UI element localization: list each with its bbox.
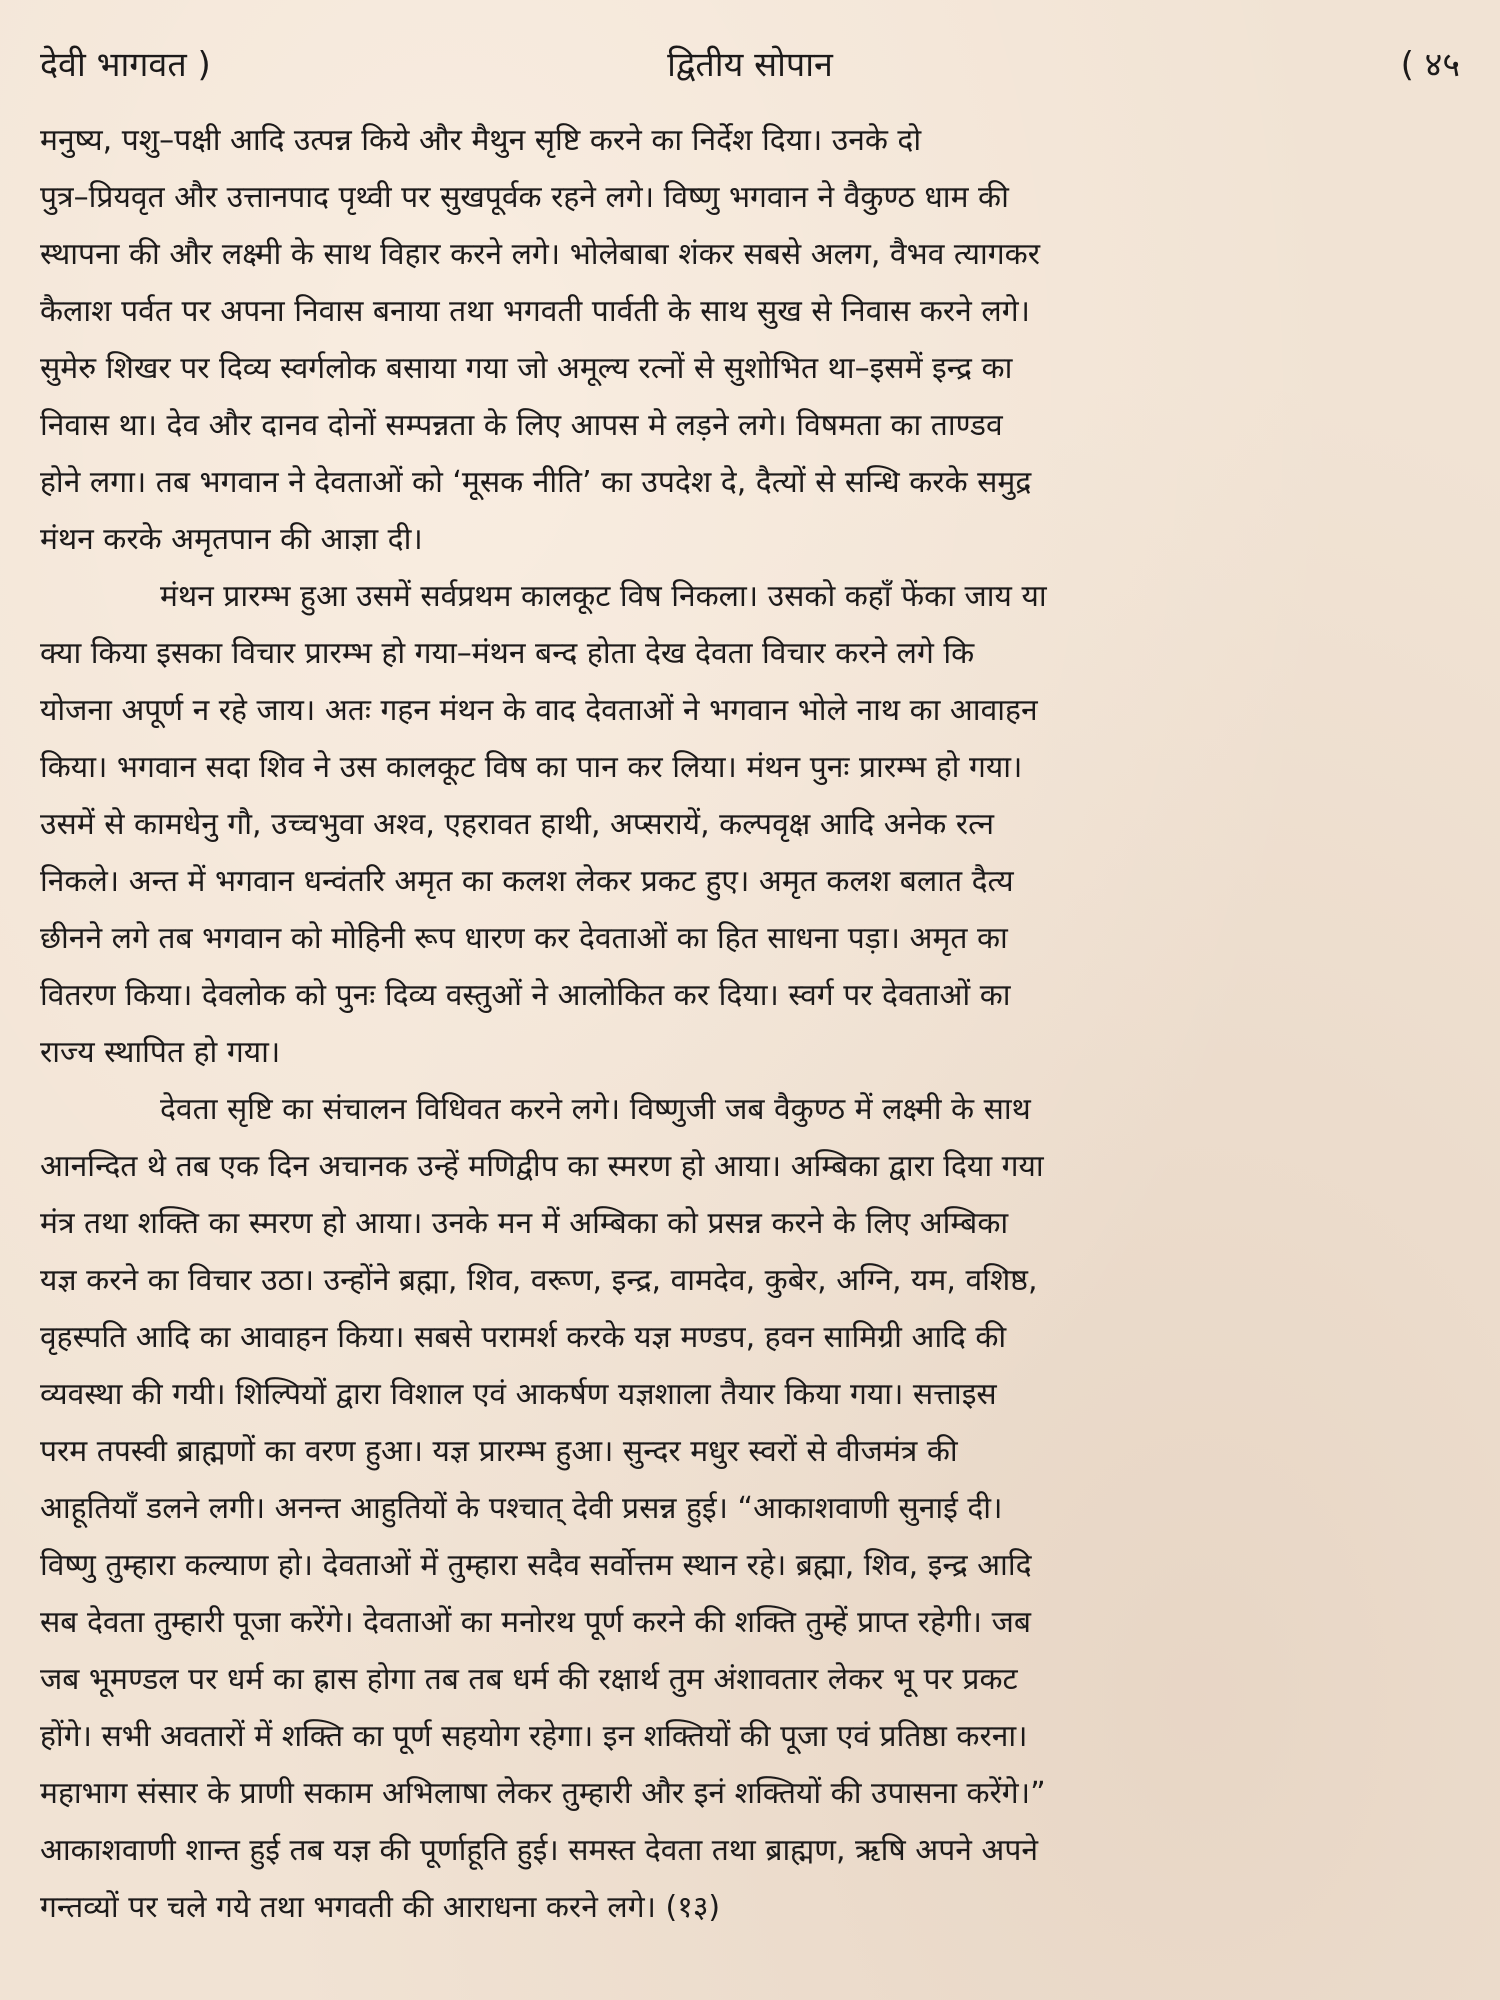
text-line: सुमेरु शिखर पर दिव्य स्वर्गलोक बसाया गया जो अमूल्य रत्नों से सुशोभित था–इसमें इन्द्र का [40, 351, 1013, 386]
text-line: स्थापना की और लक्ष्मी के साथ विहार करने लगे। भोलेबाबा शंकर सबसे अलग, वैभव त्यागकर [40, 237, 1040, 272]
text-line: राज्य स्थापित हो गया। [40, 1035, 281, 1070]
text-line: व्यवस्था की गयी। शिल्पियों द्वारा विशाल एवं आकर्षण यज्ञशाला तैयार किया गया। सत्ताइस [40, 1377, 997, 1412]
text-line: मंथन करके अमृतपान की आज्ञा दी। [40, 522, 423, 557]
text-line: सब देवता तुम्हारी पूजा करेंगे। देवताओं का मनोरथ पूर्ण करने की शक्ति तुम्हें प्राप्त रहेगी। जब [40, 1605, 1031, 1640]
text-line: किया। भगवान सदा शिव ने उस कालकूट विष का पान कर लिया। मंथन पुनः प्रारम्भ हो गया। [40, 750, 1023, 785]
text-line: महाभाग संसार के प्राणी सकाम अभिलाषा लेकर तुम्हारी और इनं शक्तियों की उपासना करेंगे।” [40, 1776, 1046, 1811]
paragraph-2 [40, 568, 1458, 1081]
text-line: होने लगा। तब भगवान ने देवताओं को ‘मूसक नीति’ का उपदेश दे, दैत्यों से सन्धि करके समुद्र [40, 465, 1032, 500]
text-line: योजना अपूर्ण न रहे जाय। अतः गहन मंथन के वाद देवताओं ने भगवान भोले नाथ का आवाहन [40, 693, 1038, 728]
text-line: पुत्र–प्रियवृत और उत्तानपाद पृथ्वी पर सुखपूर्वक रहने लगे। विष्णु भगवान ने वैकुण्ठ धाम की [40, 180, 1009, 215]
page-number: ( ४५ [1400, 45, 1460, 85]
chapter-title: द्वितीय सोपान [667, 45, 833, 85]
paragraph-1 [40, 112, 1458, 568]
body-text [40, 112, 1458, 1936]
text-line: मंत्र तथा शक्ति का स्मरण हो आया। उनके मन में अम्बिका को प्रसन्न करने के लिए अम्बिका [40, 1206, 1009, 1241]
text-line: आहूतियाँ डलने लगी। अनन्त आहुतियों के पश्चात् देवी प्रसन्न हुई। “आकाशवाणी सुनाई दी। [40, 1491, 1003, 1526]
text-line: छीनने लगे तब भगवान को मोहिनी रूप धारण कर देवताओं का हित साधना पड़ा। अमृत का [40, 921, 1008, 956]
text-line: मनुष्य, पशु–पक्षी आदि उत्पन्न किये और मैथुन सृष्टि करने का निर्देश दिया। उनके दो [40, 123, 922, 158]
text-line: होंगे। सभी अवतारों में शक्ति का पूर्ण सहयोग रहेगा। इन शक्तियों की पूजा एवं प्रतिष्ठा करना। [40, 1719, 1028, 1754]
text-line: विष्णु तुम्हारा कल्याण हो। देवताओं में तुम्हारा सदैव सर्वोत्तम स्थान रहे। ब्रह्मा, शिव, इन्द्र आदि [40, 1548, 1032, 1583]
text-line: कैलाश पर्वत पर अपना निवास बनाया तथा भगवती पार्वती के साथ सुख से निवास करने लगे। [40, 294, 1030, 329]
text-line: आकाशवाणी शान्त हुई तब यज्ञ की पूर्णाहूति हुई। समस्त देवता तथा ब्राह्मण, ऋषि अपने अपने [40, 1833, 1039, 1868]
text-line: यज्ञ करने का विचार उठा। उन्होंने ब्रह्मा, शिव, वरूण, इन्द्र, वामदेव, कुबेर, अग्नि, यम, वशिष्ठ, [40, 1263, 1038, 1298]
text-line: जब भूमण्डल पर धर्म का ह्रास होगा तब तब धर्म की रक्षार्थ तुम अंशावतार लेकर भू पर प्रकट [40, 1662, 1018, 1697]
text-line: आनन्दित थे तब एक दिन अचानक उन्हें मणिद्वीप का स्मरण हो आया। अम्बिका द्वारा दिया गया [40, 1149, 1044, 1184]
text-line: गन्तव्यों पर चले गये तथा भगवती की आराधना करने लगे। (१३) [40, 1890, 721, 1925]
paragraph-3 [40, 1081, 1458, 1936]
text-line: वितरण किया। देवलोक को पुनः दिव्य वस्तुओं ने आलोकित कर दिया। स्वर्ग पर देवताओं का [40, 978, 1011, 1013]
text-line: वृहस्पति आदि का आवाहन किया। सबसे परामर्श करके यज्ञ मण्डप, हवन सामिग्री आदि की [40, 1320, 1007, 1355]
text-line: निकले। अन्त में भगवान धन्वंतरि अमृत का कलश लेकर प्रकट हुए। अमृत कलश बलात दैत्य [40, 864, 1014, 899]
text-line: परम तपस्वी ब्राह्मणों का वरण हुआ। यज्ञ प्रारम्भ हुआ। सुन्दर मधुर स्वरों से वीजमंत्र की [40, 1434, 958, 1469]
book-title: देवी भागवत ) [40, 45, 211, 85]
text-line: उसमें से कामधेनु गौ, उच्चभुवा अश्व, एहरावत हाथी, अप्सरायें, कल्पवृक्ष आदि अनेक रत्न [40, 807, 994, 842]
page-header [40, 40, 1460, 96]
text-line: निवास था। देव और दानव दोनों सम्पन्नता के लिए आपस मे लड़ने लगे। विषमता का ताण्डव [40, 408, 1003, 443]
text-line: क्या किया इसका विचार प्रारम्भ हो गया–मंथन बन्द होता देख देवता विचार करने लगे कि [40, 636, 975, 671]
text-line: मंथन प्रारम्भ हुआ उसमें सर्वप्रथम कालकूट विष निकला। उसको कहाँ फेंका जाय या [160, 579, 1047, 614]
text-line: देवता सृष्टि का संचालन विधिवत करने लगे। विष्णुजी जब वैकुण्ठ में लक्ष्मी के साथ [160, 1092, 1031, 1127]
